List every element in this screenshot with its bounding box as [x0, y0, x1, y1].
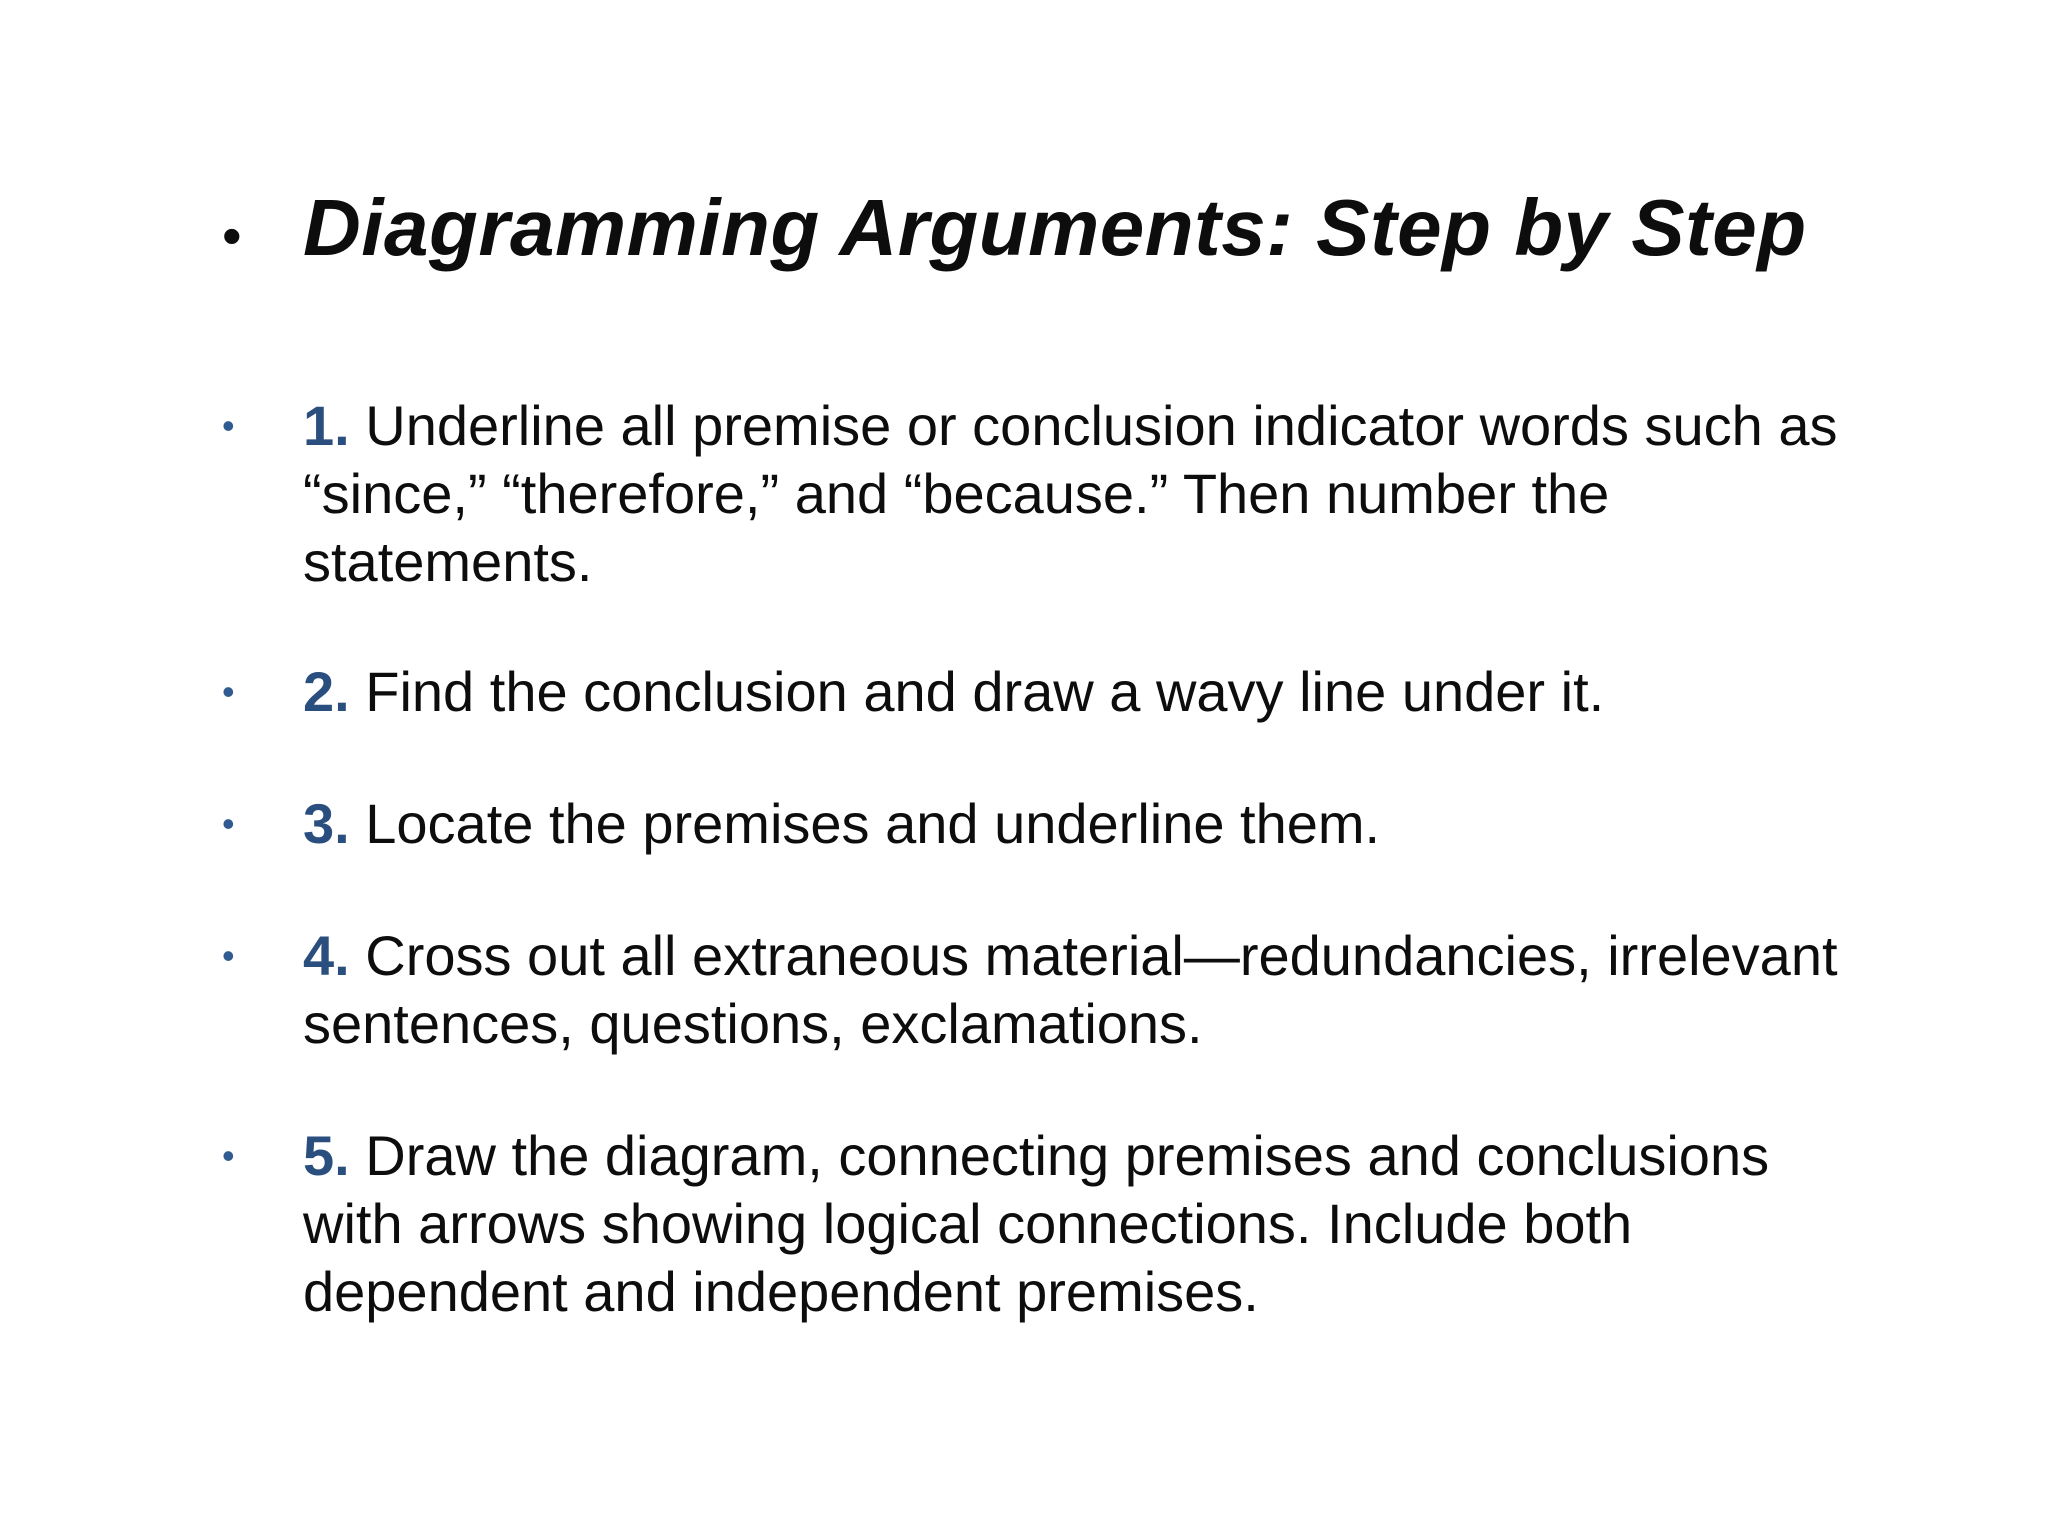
step-number-1: 1.	[303, 394, 350, 457]
step-body-2: Find the conclusion and draw a wavy line under it.	[349, 660, 1605, 723]
bullet-icon: •	[222, 935, 235, 976]
step-body-4: Cross out all extraneous material—redundancies, irrelevant sentences, questions, exclamations.	[303, 924, 1838, 1055]
step-item-4	[222, 922, 1842, 1058]
step-number-3: 3.	[303, 792, 350, 855]
step-body-3: Locate the premises and underline them.	[349, 792, 1381, 855]
step-number-5: 5.	[303, 1124, 350, 1187]
step-text-1	[303, 392, 1842, 596]
bullet-icon: •	[222, 803, 235, 844]
step-item-5	[222, 1122, 1842, 1326]
step-item-2	[222, 658, 1842, 726]
step-body-1: Underline all premise or conclusion indicator words such as “since,” “therefore,” and “because.” Then number the statements.	[303, 394, 1838, 593]
step-text-2	[303, 658, 1604, 726]
title-bullet: •	[222, 204, 242, 267]
step-number-2: 2.	[303, 660, 350, 723]
step-text-3	[303, 790, 1380, 858]
step-body-5: Draw the diagram, connecting premises and conclusions with arrows showing logical connections. Include both dependent and independent premises.	[303, 1124, 1770, 1323]
step-text-5	[303, 1122, 1842, 1326]
slide-title-row	[222, 180, 1807, 276]
step-number-4: 4.	[303, 924, 350, 987]
bullet-icon: •	[222, 405, 235, 446]
bullet-icon: •	[222, 671, 235, 712]
step-item-3	[222, 790, 1842, 858]
bullet-icon: •	[222, 1135, 235, 1176]
step-text-4	[303, 922, 1842, 1058]
step-item-1	[222, 392, 1842, 596]
slide-title: Diagramming Arguments: Step by Step	[303, 183, 1807, 272]
